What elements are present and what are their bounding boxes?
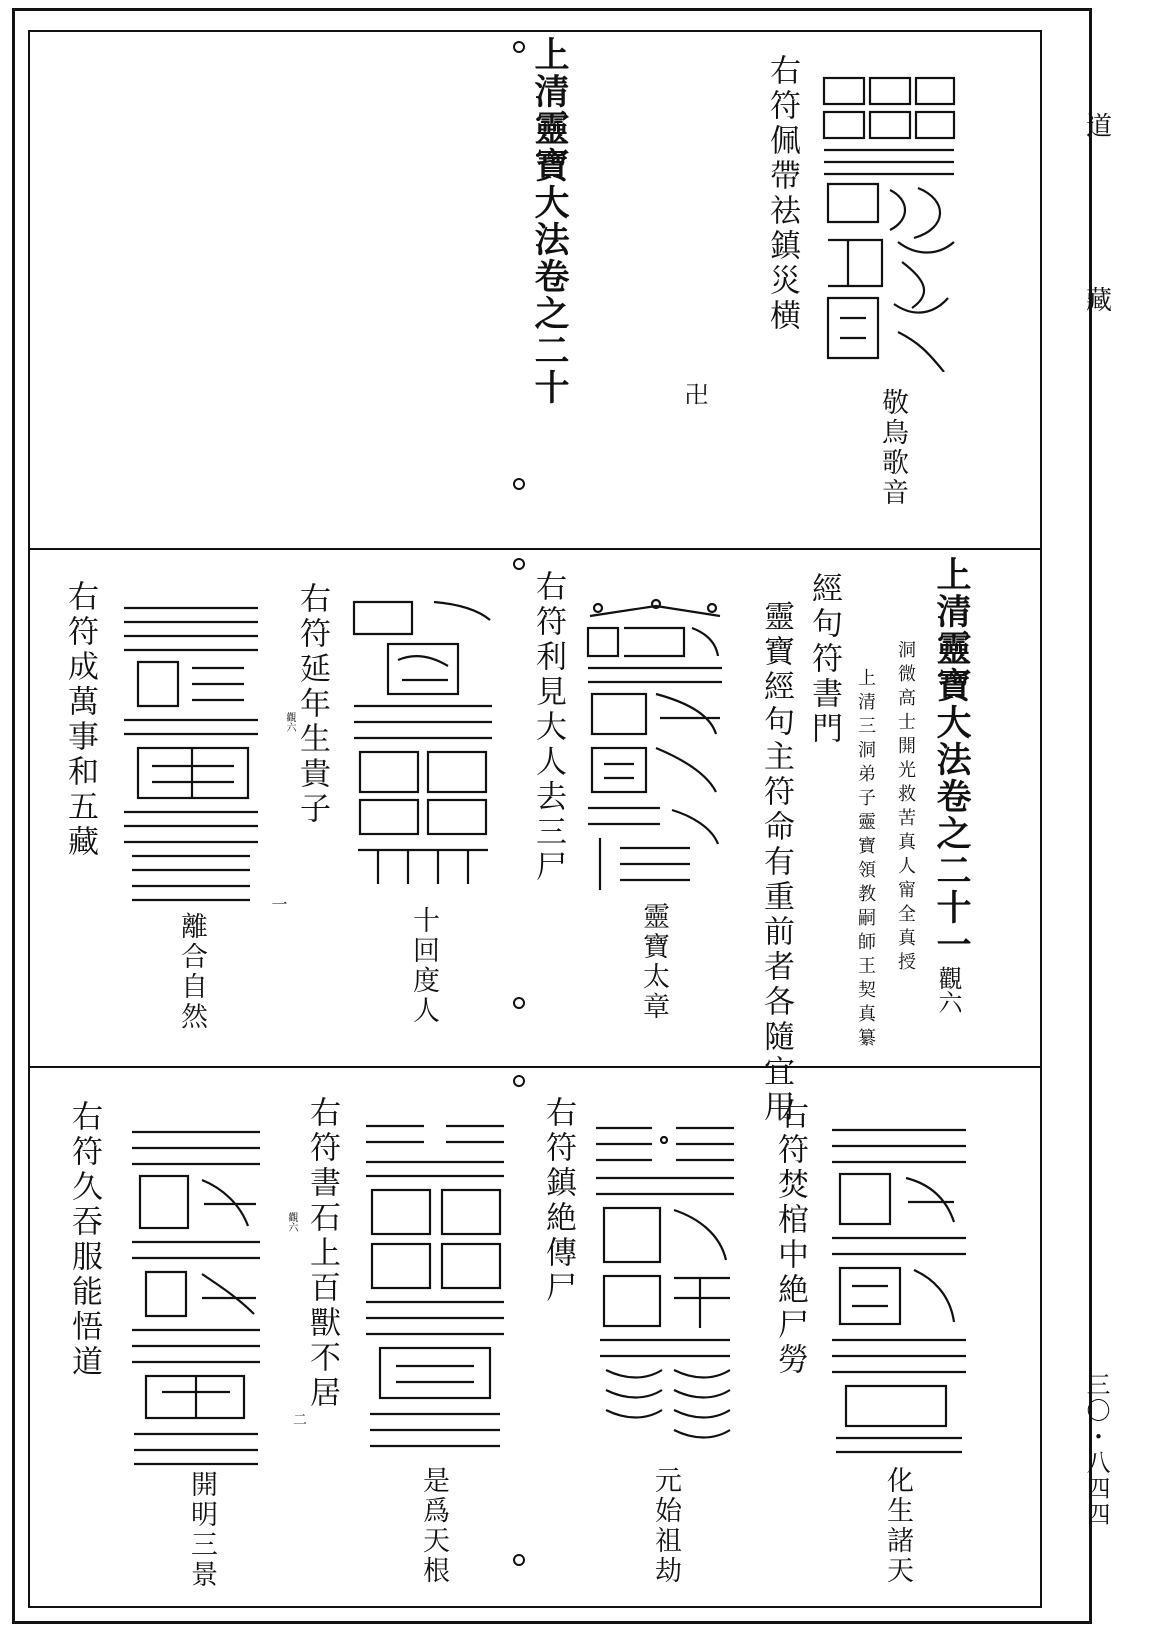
fu8-dash: 二 [291, 1412, 307, 1426]
binding-hole [513, 558, 525, 570]
fu3-caption: 右符延年生貴子 [294, 582, 330, 827]
fu1-caption: 右符佩帶祛鎮災横 [764, 54, 800, 334]
collection-name-bottom: 藏 [1086, 286, 1113, 316]
juan-21-title: 上清靈寶大法卷之二十一 [931, 556, 972, 963]
fu2-caption: 右符利見大人去三尸 [530, 570, 566, 885]
juan-20-title: 上清靈寶大法卷之二十 [529, 36, 570, 406]
fu3-note: 十回度人 [408, 906, 439, 1026]
binding-hole [513, 41, 525, 53]
fu3-vol-mark: 觀六 [284, 712, 295, 732]
swastika-mark: 卍 [680, 382, 708, 406]
collection-name-top: 道 [1086, 112, 1113, 142]
binding-hole [513, 997, 525, 1009]
fu6-caption: 右符鎮絶傳尸 [540, 1096, 576, 1306]
fu4-caption: 右符成萬事和五藏 [62, 580, 98, 860]
juan-21-vol-mark: 觀六 [934, 966, 962, 1014]
fu2-note: 靈寶太章 [638, 902, 669, 1022]
fu7-caption: 右符書石上百獸不居 [304, 1096, 340, 1411]
author-line-2: 上清三洞弟子靈寶領教嗣師王契真纂 [855, 668, 876, 1052]
binding-hole [513, 1554, 525, 1566]
binding-hole [513, 1075, 525, 1087]
talisman-6-image [590, 1118, 740, 1460]
talisman-1-image [818, 72, 960, 372]
talisman-4-image [118, 598, 264, 908]
fu5-note: 化生諸天 [882, 1466, 913, 1586]
fu8-note: 開明三景 [186, 1470, 217, 1590]
talisman-2-image [580, 598, 730, 898]
talisman-7-image [360, 1116, 510, 1466]
page-number: 三〇・八四四 [1082, 1372, 1110, 1528]
fu4-note: 離合自然 [176, 912, 207, 1032]
fu4-dash: 一 [269, 896, 288, 912]
talisman-5-image [826, 1120, 972, 1460]
fu6-note: 元始祖劫 [650, 1466, 681, 1586]
talisman-8-image [126, 1122, 266, 1470]
talisman-3-image [348, 594, 498, 888]
binding-hole [513, 478, 525, 490]
section-heading: 經句符書門 [806, 572, 842, 747]
fu5-caption: 右符焚棺中絶尸勞 [772, 1098, 808, 1378]
fu1-note: 敬鳥歌音 [877, 388, 908, 508]
fu8-caption: 右符久吞服能悟道 [66, 1100, 102, 1380]
fu7-vol-mark: 觀六 [286, 1212, 297, 1232]
author-line-1: 洞微高士開光救苦真人甯全真授 [895, 640, 916, 976]
fu7-note: 是爲天根 [418, 1466, 449, 1586]
section-text: 靈寶經句主符命有重前者各隨宜用 [758, 600, 794, 1125]
